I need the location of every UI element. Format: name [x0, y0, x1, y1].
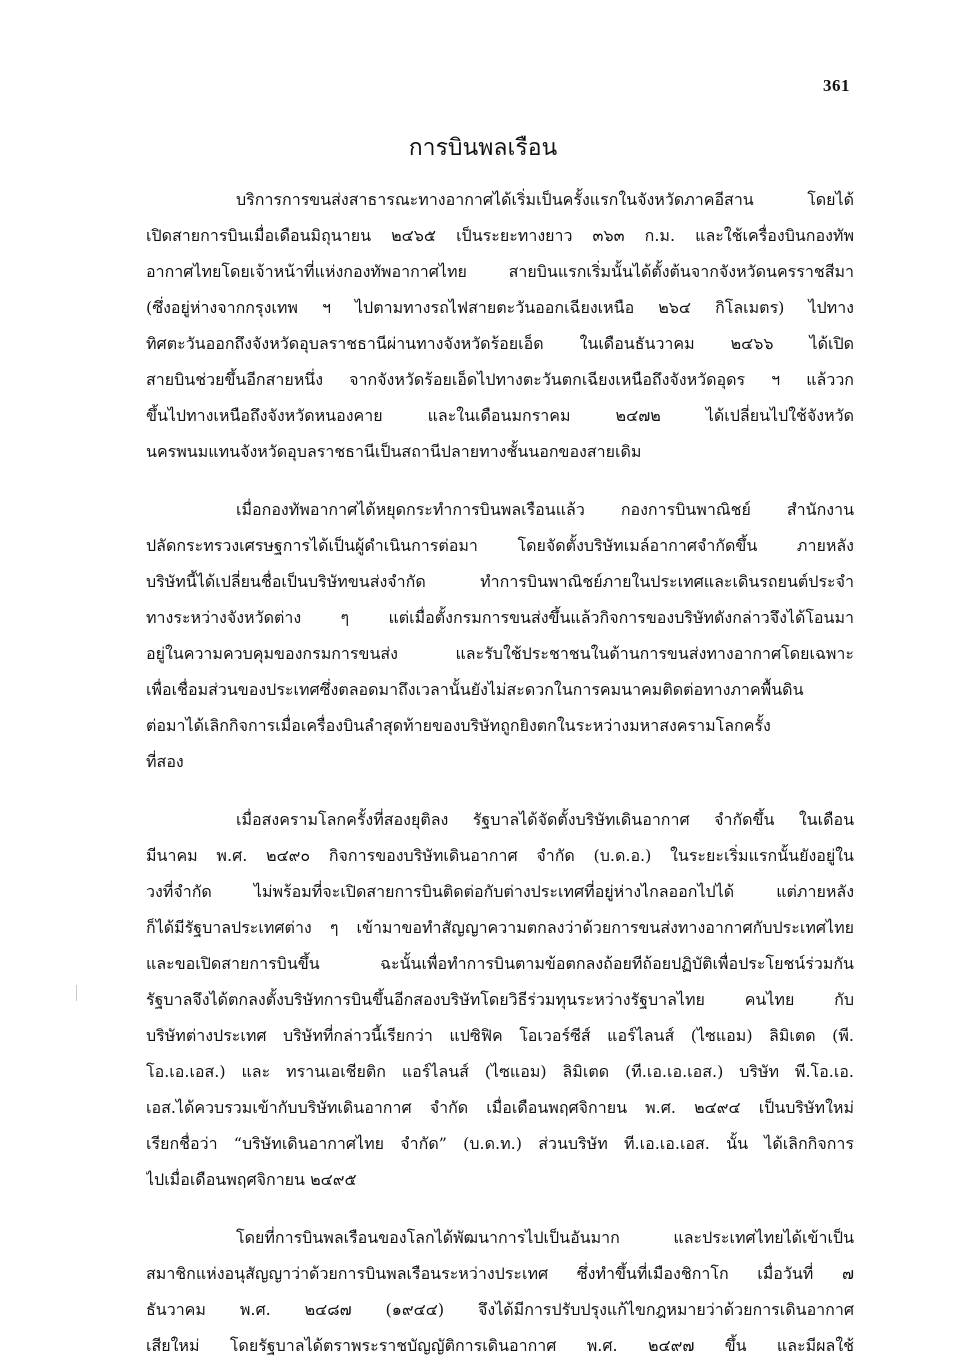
- text-line: โดยที่การบินพลเรือนของโลกได้พัฒนาการไปเป็นอันมาก และประเทศไทยได้เข้าเป็น: [236, 1228, 854, 1247]
- text-line: วงที่จำกัด ไม่พร้อมที่จะเปิดสายการบินติดต่อกับต่างประเทศที่อยู่ห่างไกลออกไปได้ แต่ภายหลัง: [146, 882, 854, 901]
- text-line: เมื่อสงครามโลกครั้งที่สองยุติลง รัฐบาลได้จัดตั้งบริษัทเดินอากาศ จำกัดขึ้น ในเดือน: [236, 810, 854, 829]
- text-line: อยู่ในความควบคุมของกรมการขนส่ง และรับใช้ประชาชนในด้านการขนส่งทางอากาศโดยเฉพาะ: [146, 644, 854, 663]
- paragraph-1: [146, 182, 854, 470]
- text-line: เมื่อกองทัพอากาศได้หยุดกระทำการบินพลเรือนแล้ว กองการบินพาณิชย์ สำนักงาน: [236, 500, 854, 519]
- paragraph-3: [146, 802, 854, 1198]
- paragraph-4: [146, 1220, 854, 1364]
- text-line: (ซึ่งอยู่ห่างจากกรุงเทพ ฯ ไปตามทางรถไฟสายตะวันออกเฉียงเหนือ ๒๖๔ กิโลเมตร) ไปทาง: [146, 298, 854, 317]
- text-line: บริษัทต่างประเทศ บริษัทที่กล่าวนี้เรียกว่า แปซิฟิค โอเวอร์ซีส์ แอร์ไลนส์ (ไซแอม) ลิมิเตด (พี.: [146, 1026, 854, 1045]
- text-line: สายบินช่วยขึ้นอีกสายหนึ่ง จากจังหวัดร้อยเอ็ดไปทางตะวันตกเฉียงเหนือถึงจังหวัดอุดร ฯ แล้ววก: [146, 370, 854, 389]
- text-line: ปลัดกระทรวงเศรษฐการได้เป็นผู้ดำเนินการต่อมา โดยจัดตั้งบริษัทเมล์อากาศจำกัดขึ้น ภายหลัง: [146, 536, 854, 555]
- page-number: 361: [823, 76, 850, 95]
- text-line: เรียกชื่อว่า “บริษัทเดินอากาศไทย จำกัด” (บ.ด.ท.) ส่วนบริษัท ที.เอ.เอ.เอส. นั้น ได้เลิกกิจการ: [146, 1134, 854, 1153]
- text-line: ทิศตะวันออกถึงจังหวัดอุบลราชธานีผ่านทางจังหวัดร้อยเอ็ด ในเดือนธันวาคม ๒๔๖๖ ได้เปิด: [146, 334, 854, 353]
- text-line: ไปเมื่อเดือนพฤศจิกายน ๒๔๙๕: [146, 1170, 357, 1189]
- text-line: ขึ้นไปทางเหนือถึงจังหวัดหนองคาย และในเดือนมกราคม ๒๔๗๒ ได้เปลี่ยนไปใช้จังหวัด: [146, 406, 854, 425]
- text-line: รัฐบาลจึงได้ตกลงตั้งบริษัทการบินขึ้นอีกสองบริษัทโดยวิธีร่วมทุนระหว่างรัฐบาลไทย คนไทย กับ: [146, 990, 854, 1009]
- page-title: การบินพลเรือน: [408, 135, 558, 161]
- paragraph-2: [146, 492, 854, 780]
- text-line: ต่อมาได้เลิกกิจการเมื่อเครื่องบินลำสุดท้ายของบริษัทถูกยิงตกในระหว่างมหาสงครามโลกครั้ง: [146, 716, 771, 735]
- paragraph-gap: [146, 470, 854, 492]
- text-line: เสียใหม่ โดยรัฐบาลได้ตราพระราชบัญญัติการเดินอากาศ พ.ศ. ๒๔๙๗ ขึ้น และมีผลใช้: [146, 1336, 854, 1355]
- text-line: อากาศไทยโดยเจ้าหน้าที่แห่งกองทัพอากาศไทย สายบินแรกเริ่มนั้นได้ตั้งต้นจากจังหวัดนครราชสีมา: [146, 262, 854, 281]
- text-line: สมาชิกแห่งอนุสัญญาว่าด้วยการบินพลเรือนระหว่างประเทศ ซึ่งทำขึ้นที่เมืองชิกาโก เมื่อวันที่ ๗: [146, 1264, 854, 1283]
- paragraph-gap: [146, 1198, 854, 1220]
- text-line: เปิดสายการบินเมื่อเดือนมิถุนายน ๒๔๖๕ เป็นระยะทางยาว ๓๖๓ ก.ม. และใช้เครื่องบินกองทัพ: [146, 226, 854, 245]
- paragraph-gap: [146, 780, 854, 802]
- text-line: ธันวาคม พ.ศ. ๒๔๘๗ (๑๙๔๔) จึงได้มีการปรับปรุงแก้ไขกฎหมายว่าด้วยการเดินอากาศ: [146, 1300, 854, 1319]
- text-line: บริการการขนส่งสาธารณะทางอากาศได้เริ่มเป็นครั้งแรกในจังหวัดภาคอีสาน โดยได้: [236, 190, 854, 209]
- text-line: และขอเปิดสายการบินขึ้น ฉะนั้นเพื่อทำการบินตามข้อตกลงถ้อยทีถ้อยปฏิบัติเพื่อประโยชน์ร่วมกัน: [146, 954, 854, 973]
- text-line: เพื่อเชื่อมส่วนของประเทศซึ่งตลอดมาถึงเวลานั้นยังไม่สะดวกในการคมนาคมติดต่อทางภาคพื้นดิน: [146, 680, 804, 699]
- scan-artifact-mark: [76, 985, 77, 1001]
- text-line: โอ.เอ.เอส.) และ ทรานเอเชียติก แอร์ไลนส์ (ไซแอม) ลิมิเตด (ที.เอ.เอ.เอส.) บริษัท พี.โอ.เอ.: [146, 1062, 854, 1081]
- text-line: นครพนมแทนจังหวัดอุบลราชธานีเป็นสถานีปลายทางชั้นนอกของสายเดิม: [146, 442, 642, 461]
- text-line: เอส.ได้ควบรวมเข้ากับบริษัทเดินอากาศ จำกัด เมื่อเดือนพฤศจิกายน พ.ศ. ๒๔๙๔ เป็นบริษัทใหม่: [146, 1098, 854, 1117]
- body-text: [146, 182, 854, 1364]
- text-line: บริษัทนี้ได้เปลี่ยนชื่อเป็นบริษัทขนส่งจำกัด ทำการบินพาณิชย์ภายในประเทศและเดินรถยนต์ประจำ: [146, 572, 854, 591]
- text-line: ทางระหว่างจังหวัดต่าง ๆ แต่เมื่อตั้งกรมการขนส่งขึ้นแล้วกิจการของบริษัทดังกล่าวจึงได้โอนมา: [146, 608, 854, 627]
- text-line: ที่สอง: [146, 752, 184, 771]
- text-line: ก็ได้มีรัฐบาลประเทศต่าง ๆ เข้ามาขอทำสัญญาความตกลงว่าด้วยการขนส่งทางอากาศกับประเทศไทย: [146, 918, 854, 937]
- text-line: มีนาคม พ.ศ. ๒๔๙๐ กิจการของบริษัทเดินอากาศ จำกัด (บ.ด.อ.) ในระยะเริ่มแรกนั้นยังอยู่ใน: [146, 846, 854, 865]
